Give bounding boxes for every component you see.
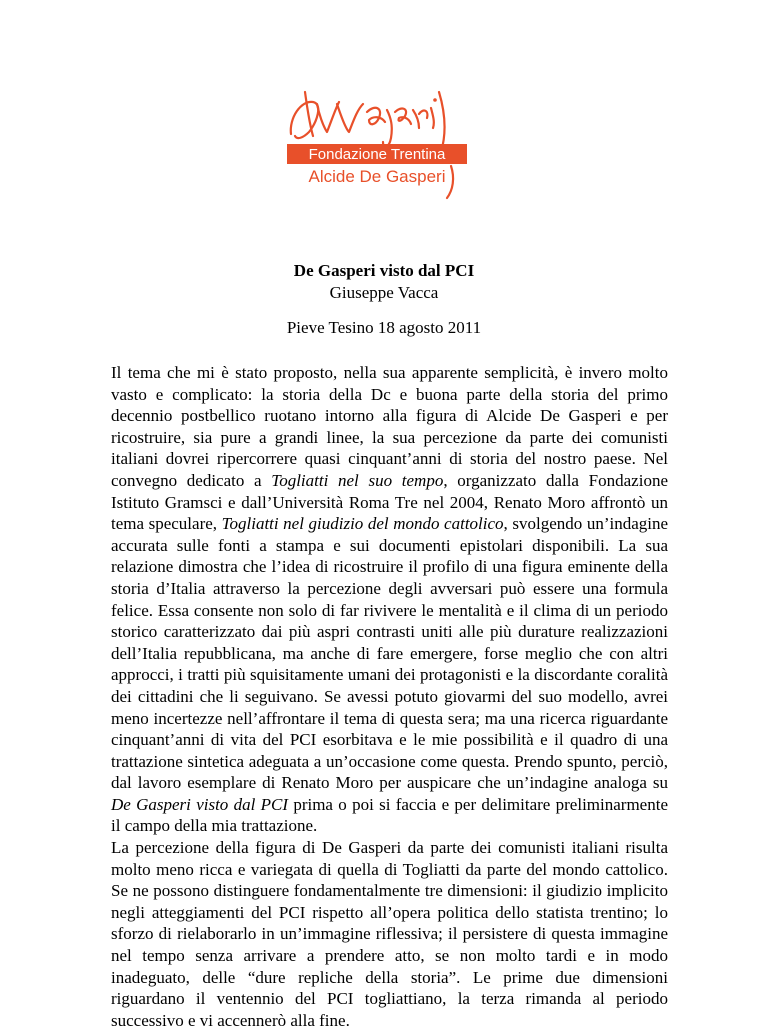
paragraph-1 — [111, 362, 668, 837]
p1-text-4: prima o poi si faccia e per delimitare preliminarmente il campo della mia trattazione. — [111, 794, 668, 836]
signature-logo-icon — [283, 82, 479, 200]
p1-italic-2: Togliatti nel giudizio del mondo cattolico — [221, 514, 504, 534]
document-title: De Gasperi visto dal PCI — [293, 261, 475, 280]
p1-italic-1: Togliatti nel suo tempo — [271, 470, 444, 490]
p1-italic-3: De Gasperi visto dal PCI — [111, 794, 289, 814]
document-author: Giuseppe Vacca — [329, 283, 439, 302]
document-body — [111, 362, 668, 1031]
paragraph-2: La percezione della figura di De Gasperi da parte dei comunisti italiani risulta molto meno ricca e variegata di quella di Togliatti da parte del mondo cattolico. Se ne possono distinguere fondamentalmente tre dimensioni: il giudizio implicito negli atteggiamenti del PCI rispetto all’opera politica dello statista trentino; lo sforzo di rielaborarlo in un’immagine riflessiva; il persistere di questa immagine nel tempo senza arrivare a prendere atto, se non molto tardi e in modo inadeguato, delle “dure repliche della storia”. Le prime due dimensioni riguardano il ventennio del PCI togliattiano, la terza rimanda al periodo successivo e vi accennerò alla fine. — [111, 838, 668, 1030]
logo-line2: Alcide De Gasperi — [308, 167, 446, 186]
foundation-logo — [283, 82, 479, 200]
p1-text-2: , organizzato dalla Fondazione Istituto Gramsci e dall’Università Roma Tre nel 2004, Renato Moro affrontò un tema speculare, — [111, 470, 668, 534]
document-place-date: Pieve Tesino 18 agosto 2011 — [286, 318, 482, 337]
p1-text-3: , svolgendo un’indagine accurata sulle fonti a stampa e sui documenti epistolari disponibili. La sua relazione dimostra che l’idea di ricostruire il profilo di una figura eminente della storia d’Italia attraverso la percezione degli avversari può essere una formula felice. Essa consente non solo di far rivivere le mentalità e il clima di un periodo storico caratterizzato dai più aspri contrasti uniti alle più durature realizzazioni dell’Italia repubblicana, ma anche di fare emergere, forse meglio che con altri approcci, i tratti più squisitamente umani dei protagonisti e la discordante coralità dei cittadini che li seguivano. Se avessi potuto giovarmi del suo modello, avrei meno incertezze nell’affrontare il tema di questa sera; ma una ricerca riguardante cinquant’anni di vita del PCI esorbitava e le mie possibilità e il quadro di una trattazione sintetica adeguata a un’occasione come questa. Prendo spunto, perciò, dal lavoro esemplare di Renato Moro per auspicare che un’indagine analoga su — [111, 514, 669, 793]
logo-line1: Fondazione Trentina — [308, 146, 446, 163]
p1-text-1: Il tema che mi è stato proposto, nella sua apparente semplicità, è invero molto vasto e complicato: la storia della Dc e buona parte della storia del primo decennio postbellico ruotano intorno alla figura di Alcide De Gasperi e per ricostruire, sia pure a grandi linee, la sua percezione da parte dei comunisti italiani dovrei ripercorrere quasi cinquant’anni di storia del nostro paese. Nel convegno dedicato a — [111, 363, 668, 490]
